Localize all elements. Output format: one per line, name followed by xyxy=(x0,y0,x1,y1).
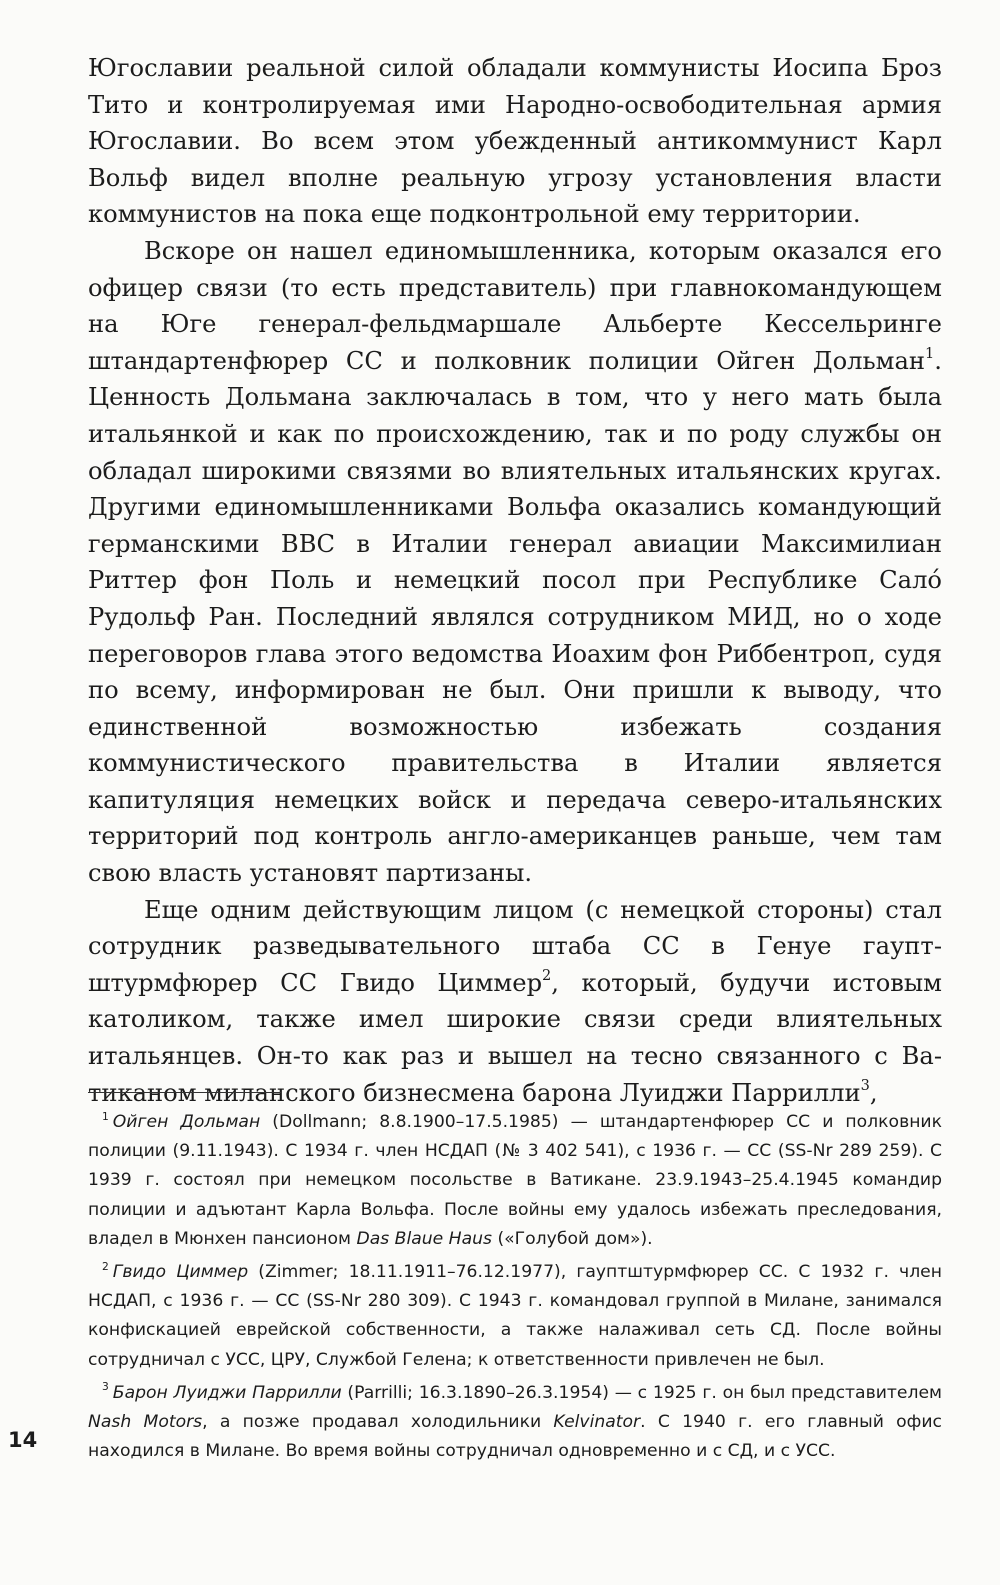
footnote-ref-2[interactable]: 2 xyxy=(542,967,552,984)
paragraph-2: Вскоре он нашел единомышленника, которым оказался его офицер связи (то есть представитель) при главнокомандующем на Юге генерал-фельдмаршале Альберте Кессельринге штандартенфюрер СС и полковник полиции Ойген Дольман$^1$. Ценность Дольмана заключалась в том, что у него мать была итальянкой и как по происхождению, так и по роду службы он обладал широкими связями во влиятельных итальянских кругах. Другими единомышленниками Вольфа оказались командующий германскими ВВС в Италии генерал авиации Максимилиан Риттер фон Поль и немецкий посол при Республике Сало́ Рудольф Ран. Последний являлся сотрудником МИД, но о ходе переговоров глава этого ведомства Иоахим фон Риббентроп, судя по всему, информирован не был. Они пришли к выводу, что единственной возможностью избежать создания коммунистического правительства в Италии является капитуляция немецких войск и передача северо-итальянских территорий под контроль англо-американцев раньше, чем там свою власть установят партизаны. xyxy=(88,236,942,888)
footnote-ref-3[interactable]: 3 xyxy=(860,1077,870,1094)
footnote-name: Барон Луиджи Паррилли xyxy=(112,1382,342,1403)
footnote-number: 2 xyxy=(102,1259,109,1273)
footnote-work-title: Das Blaue Haus xyxy=(356,1228,492,1249)
footnote-brand: Nash Motors xyxy=(88,1412,203,1433)
main-text xyxy=(88,50,942,1111)
paragraph-3: Еще одним действующим лицом (с немецкой стороны) стал сотрудник разведывательного штаба СС в Генуе гауптштурмфюрер СС Гвидо Циммер$^2$, который, будучи истовым католиком, также имел широкие связи среди влиятельных итальянцев. Он-то как раз и вышел на тесно связанного с Ватиканом миланского бизнесмена барона Луиджи Паррилли$^3$, xyxy=(88,895,942,1107)
page-number: 14 xyxy=(8,1428,38,1452)
footnote-name: Ойген Дольман xyxy=(112,1112,261,1132)
paragraph-1: Югославии реальной силой обладали коммунисты Иосипа Броз Тито и контролируемая ими Народно-освободительная армия Югославии. Во всем этом убежденный антикоммунист Карл Вольф видел вполне реальную угрозу установления власти коммунистов на пока еще подконтрольной ему территории. xyxy=(88,54,942,229)
footnote-divider xyxy=(88,1092,281,1093)
footnote-2: $^2$ Гвидо Циммер (Zimmer; 18.11.1911–76.12.1977), гауптштурмфюрер СС. С 1932 г. член НСДАП, с 1936 г. — СС (SS-Nr 280 309). С 1943 г. командовал группой в Милане, занимался конфискацией еврейской собственности, а также налаживал сеть СД. После войны сотрудничал с УСС, ЦРУ, Службой Гелена; к ответственности привлечен не был. xyxy=(88,1259,942,1370)
footnote-3: $^3$ Барон Луиджи Паррилли (Parrilli; 16.3.1890–26.3.1954) — с 1925 г. он был представителем Nash Motors, а позже продавал холодильники Kelvinator. С 1940 г. его главный офис находился в Милане. Во время войны сотрудничал одновременно и с СД, и с УСС. xyxy=(88,1380,943,1462)
footnotes xyxy=(88,1108,942,1470)
footnote-1: $^1$ Ойген Дольман (Dollmann; 8.8.1900–17.5.1985) — штандартенфюрер СС и полковник полиции (9.11.1943). С 1934 г. член НСДАП (№ 3 402 541), с 1936 г. — СС (SS-Nr 289 259). С 1939 г. состоял при немецком посольстве в Ватикане. 23.9.1943–25.4.1945 командир полиции и адъютант Карла Вольфа. После войны ему удалось избежать преследования, владел в Мюнхен пансионом Das Blaue Haus («Голубой дом»). xyxy=(88,1109,942,1249)
footnote-brand: Kelvinator xyxy=(553,1412,641,1433)
footnote-name: Гвидо Циммер xyxy=(112,1262,249,1283)
footnote-number: 1 xyxy=(102,1109,109,1123)
footnote-number: 3 xyxy=(102,1380,109,1394)
footnote-ref-1[interactable]: 1 xyxy=(925,345,935,362)
